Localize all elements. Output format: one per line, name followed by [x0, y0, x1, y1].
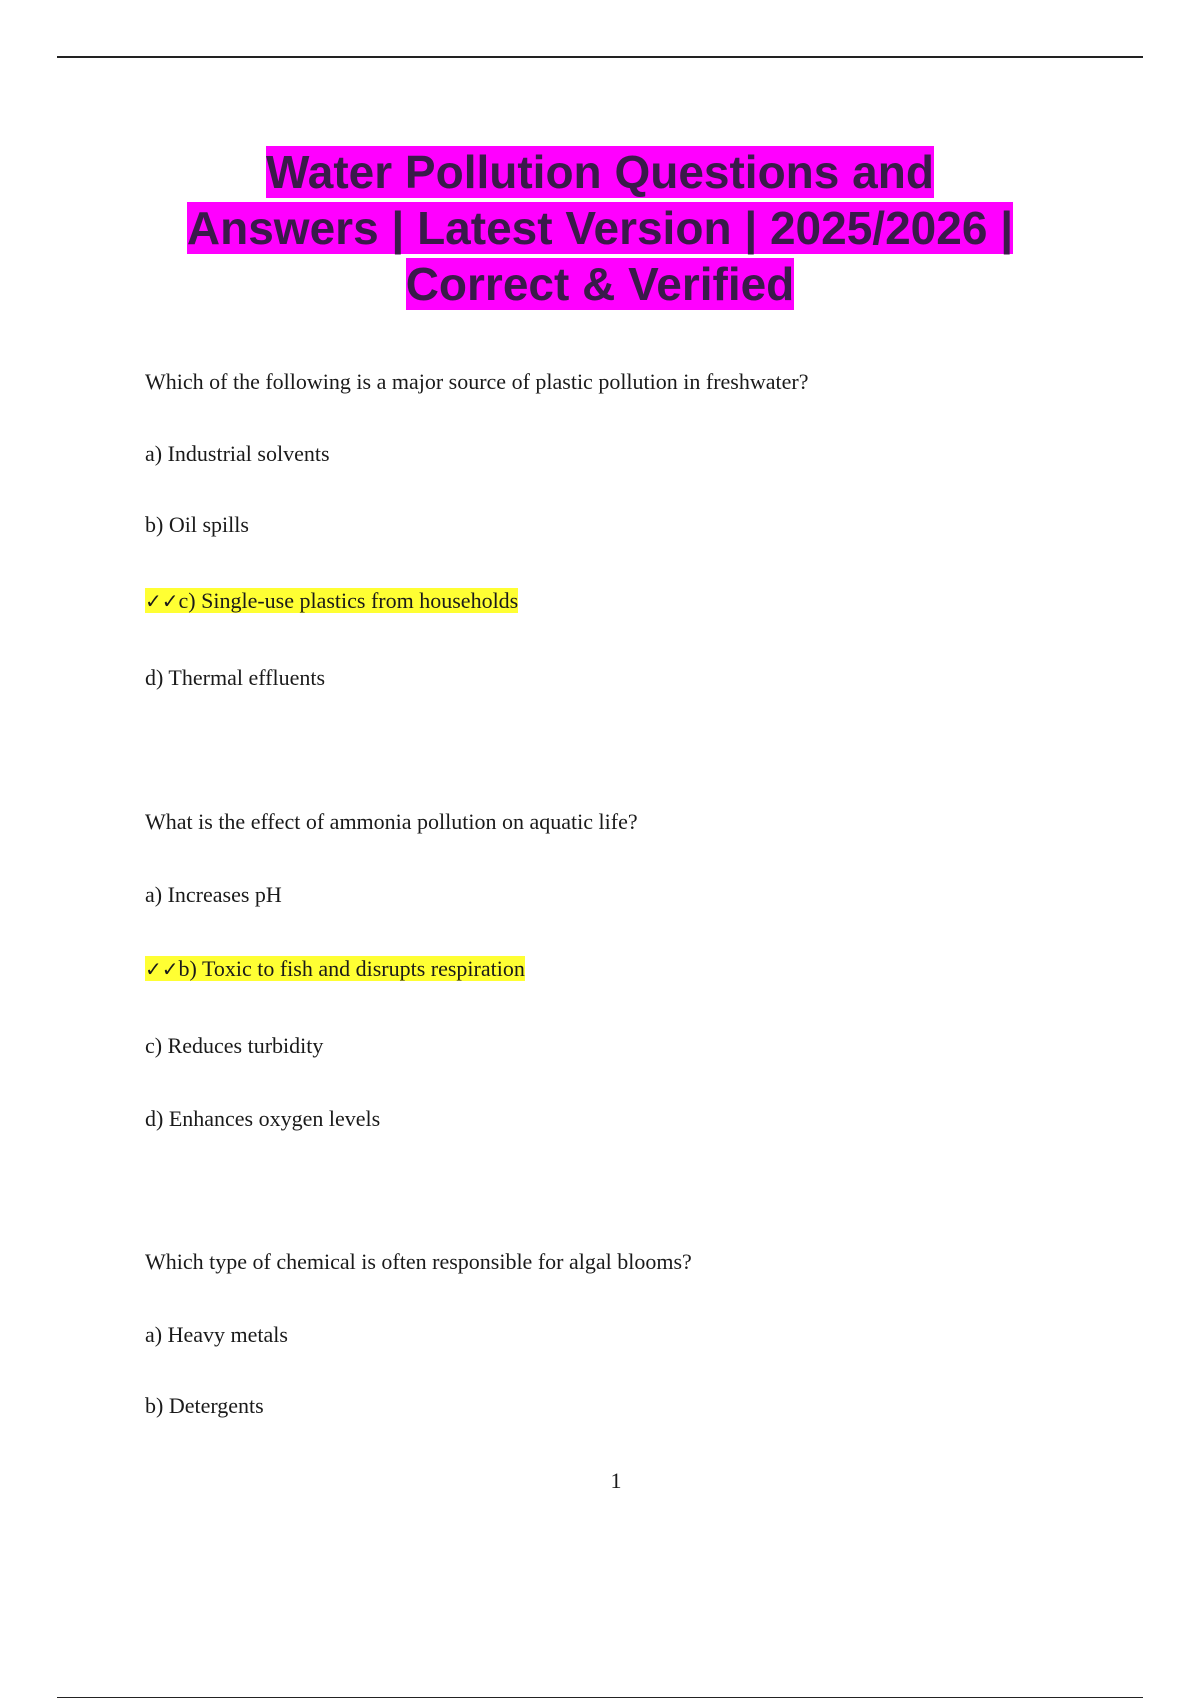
question-3-text: Which type of chemical is often responsible for algal blooms? — [145, 1249, 692, 1274]
title-line-1: Water Pollution Questions and — [266, 146, 934, 198]
question-1-option-d: d) Thermal effluents — [145, 665, 326, 690]
correct-answer-highlight: ✓✓b) Toxic to fish and disrupts respiration — [145, 956, 525, 981]
question-2-text: What is the effect of ammonia pollution on aquatic life? — [145, 809, 638, 834]
question-3-option-b: b) Detergents — [145, 1393, 264, 1418]
question-2-option-d: d) Enhances oxygen levels — [145, 1106, 381, 1131]
question-2-option-b-correct — [145, 954, 525, 984]
title-line-2: Answers | Latest Version | 2025/2026 | — [186, 202, 1014, 254]
page-number: 1 — [610, 1468, 622, 1493]
double-check-icon: ✓✓ — [145, 589, 179, 613]
title-line-3: Correct & Verified — [405, 258, 795, 310]
question-2-option-c: c) Reduces turbidity — [145, 1033, 324, 1058]
top-rule — [57, 56, 1143, 58]
question-1-option-a: a) Industrial solvents — [145, 441, 330, 466]
question-3-option-a: a) Heavy metals — [145, 1322, 288, 1347]
question-1-option-c-correct — [145, 586, 518, 616]
question-1-text: Which of the following is a major source of plastic pollution in freshwater? — [145, 369, 809, 394]
document-title — [100, 144, 1100, 312]
double-check-icon: ✓✓ — [145, 957, 179, 981]
question-1-option-b: b) Oil spills — [145, 512, 249, 537]
bottom-rule — [57, 1697, 1143, 1698]
correct-answer-highlight: ✓✓c) Single-use plastics from households — [145, 588, 519, 613]
question-2-option-a: a) Increases pH — [145, 882, 282, 907]
